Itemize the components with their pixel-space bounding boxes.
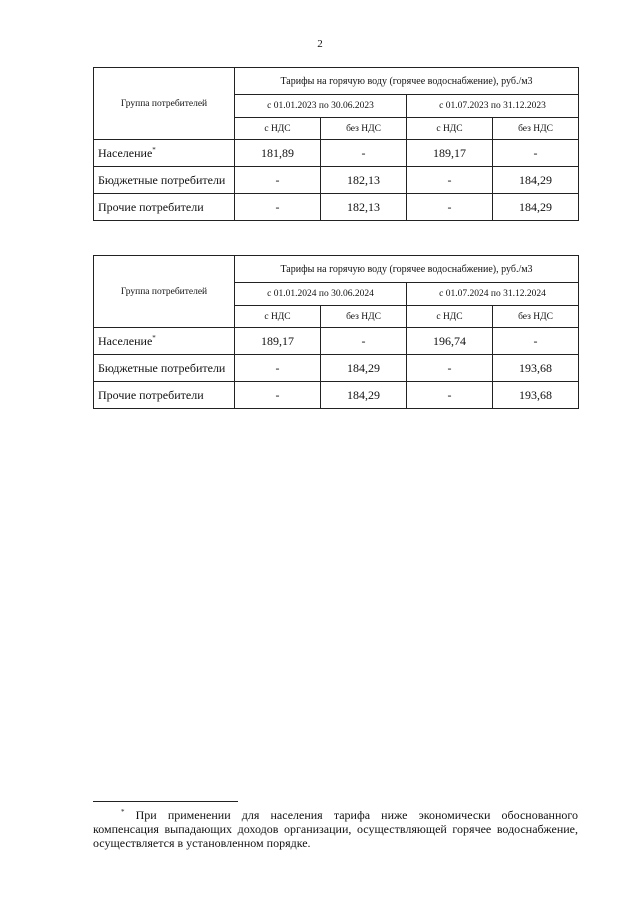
period-header: с 01.01.2023 по 30.06.2023 — [235, 95, 407, 118]
footnote-mark: * — [121, 808, 125, 816]
vat-header: с НДС — [407, 306, 493, 328]
tariff-cell: - — [407, 382, 493, 409]
tariff-header: Тарифы на горячую воду (горячее водоснабжение), руб./м3 — [235, 256, 579, 283]
period-header: с 01.07.2023 по 31.12.2023 — [407, 95, 579, 118]
tariff-cell: - — [321, 140, 407, 167]
table-row — [94, 328, 579, 355]
tariff-cell: 193,68 — [493, 355, 579, 382]
row-label: Бюджетные потребители — [94, 355, 235, 382]
row-label: Прочие потребители — [94, 382, 235, 409]
tariff-cell: 182,13 — [321, 194, 407, 221]
tariff-table-2024 — [93, 255, 579, 409]
tariff-cell: - — [493, 328, 579, 355]
vat-header: без НДС — [321, 118, 407, 140]
row-label: Население* — [94, 140, 235, 167]
group-header: Группа потребителей — [94, 256, 235, 328]
table-row — [94, 355, 579, 382]
tariff-cell: 184,29 — [321, 382, 407, 409]
table-row — [94, 194, 579, 221]
vat-header: без НДС — [493, 118, 579, 140]
vat-header: с НДС — [235, 306, 321, 328]
tariff-cell: - — [407, 167, 493, 194]
group-header: Группа потребителей — [94, 68, 235, 140]
vat-header: с НДС — [407, 118, 493, 140]
footnote-text: При применении для населения тарифа ниже экономически обоснованного компенсация выпадающих доходов организации, осуществляющей горячее водоснабжение, осуществляется в установленном порядке. — [93, 808, 578, 850]
vat-header: без НДС — [321, 306, 407, 328]
tariff-cell: - — [235, 382, 321, 409]
row-label: Прочие потребители — [94, 194, 235, 221]
footnote-mark: * — [152, 145, 156, 154]
tariff-table-2023 — [93, 67, 579, 221]
row-label: Население* — [94, 328, 235, 355]
tariff-cell: - — [235, 355, 321, 382]
tariff-header: Тарифы на горячую воду (горячее водоснабжение), руб./м3 — [235, 68, 579, 95]
tariff-cell: 184,29 — [321, 355, 407, 382]
vat-header: без НДС — [493, 306, 579, 328]
tariff-cell: - — [321, 328, 407, 355]
page-number: 2 — [317, 38, 323, 50]
footnote-mark: * — [152, 333, 156, 342]
table-row — [94, 382, 579, 409]
tariff-cell: 196,74 — [407, 328, 493, 355]
table-row — [94, 140, 579, 167]
tariff-cell: - — [407, 355, 493, 382]
footnote — [93, 808, 578, 850]
tariff-cell: 189,17 — [235, 328, 321, 355]
period-header: с 01.01.2024 по 30.06.2024 — [235, 283, 407, 306]
tariff-cell: 182,13 — [321, 167, 407, 194]
tariff-cell: 193,68 — [493, 382, 579, 409]
tariff-cell: - — [493, 140, 579, 167]
tariff-cell: 184,29 — [493, 194, 579, 221]
tariff-cell: 189,17 — [407, 140, 493, 167]
footnote-separator — [93, 801, 238, 802]
tariff-cell: 184,29 — [493, 167, 579, 194]
tariff-cell: - — [407, 194, 493, 221]
tariff-cell: - — [235, 167, 321, 194]
vat-header: с НДС — [235, 118, 321, 140]
tariff-cell: - — [235, 194, 321, 221]
period-header: с 01.07.2024 по 31.12.2024 — [407, 283, 579, 306]
tariff-cell: 181,89 — [235, 140, 321, 167]
table-row — [94, 167, 579, 194]
row-label: Бюджетные потребители — [94, 167, 235, 194]
